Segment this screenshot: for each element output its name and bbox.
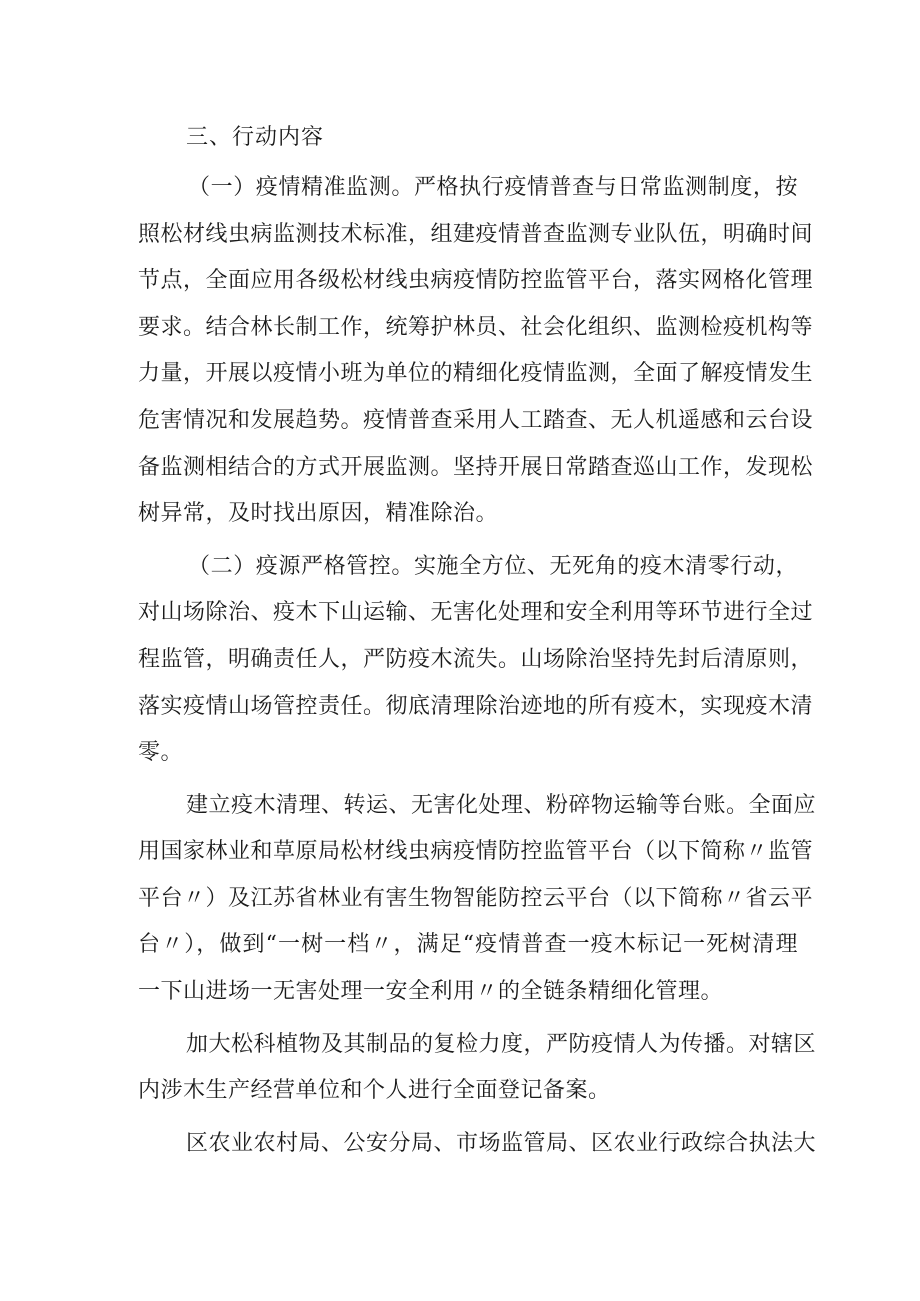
paragraph-line: 树异常，及时找出原因，精准除治。 — [138, 501, 499, 526]
paragraph-line: 落实疫情山场管控责任。彻底清理除治迹地的所有疫木，实现疫木清 — [138, 694, 814, 719]
paragraph-line: 台〃），做到“一树一档〃，满足“疫情普查一疫木标记一死树清理 — [138, 932, 798, 957]
paragraph-line: 程监管，明确责任人，严防疫木流失。山场除治坚持先封后清原则， — [138, 647, 814, 672]
paragraph-line: （一）疫情精准监测。严格执行疫情普查与日常监测制度，按 — [188, 175, 798, 200]
paragraph-line: 要求。结合林长制工作，统筹护林员、社会化组织、监测检疫机构等 — [138, 315, 814, 340]
paragraph-line: 备监测相结合的方式开展监测。坚持开展日常踏查巡山工作，发现松 — [138, 455, 814, 480]
paragraph-line: 力量，开展以疫情小班为单位的精细化疫情监测，全面了解疫情发生 — [138, 361, 814, 386]
paragraph-line: 用国家林业和草原局松材线虫病疫情防控监管平台（以下简称〃监管 — [138, 839, 814, 864]
section-heading: 三、行动内容 — [186, 125, 325, 150]
paragraph-line: 照松材线虫病监测技术标准，组建疫情普查监测专业队伍，明确时间 — [138, 222, 814, 247]
paragraph-line: （二）疫源严格管控。实施全方位、无死角的疫木清零行动， — [188, 554, 798, 579]
paragraph-line: 加大松科植物及其制品的复检力度，严防疫情人为传播。对辖区 — [186, 1032, 817, 1057]
paragraph-line: 内涉木生产经营单位和个人进行全面登记备案。 — [138, 1078, 611, 1103]
paragraph-line: 零。 — [138, 740, 184, 765]
paragraph-line: 平台〃）及江苏省林业有害生物智能防控云平台（以下简称〃省云平 — [138, 886, 814, 911]
paragraph-line: 危害情况和发展趋势。疫情普查采用人工踏查、无人机遥感和云台设 — [138, 408, 814, 433]
paragraph-line: 建立疫木清理、转运、无害化处理、粉碎物运输等台账。全面应 — [186, 793, 817, 818]
paragraph-line: 区农业农村局、公安分局、市场监管局、区农业行政综合执法大 — [186, 1131, 817, 1156]
paragraph-line: 节点，全面应用各级松材线虫病疫情防控监管平台，落实网格化管理 — [138, 268, 814, 293]
paragraph-line: 一下山进场一无害处理一安全利用〃的全链条精细化管理。 — [138, 979, 724, 1004]
paragraph-line: 对山场除治、疫木下山运输、无害化处理和安全利用等环节进行全过 — [138, 600, 814, 625]
